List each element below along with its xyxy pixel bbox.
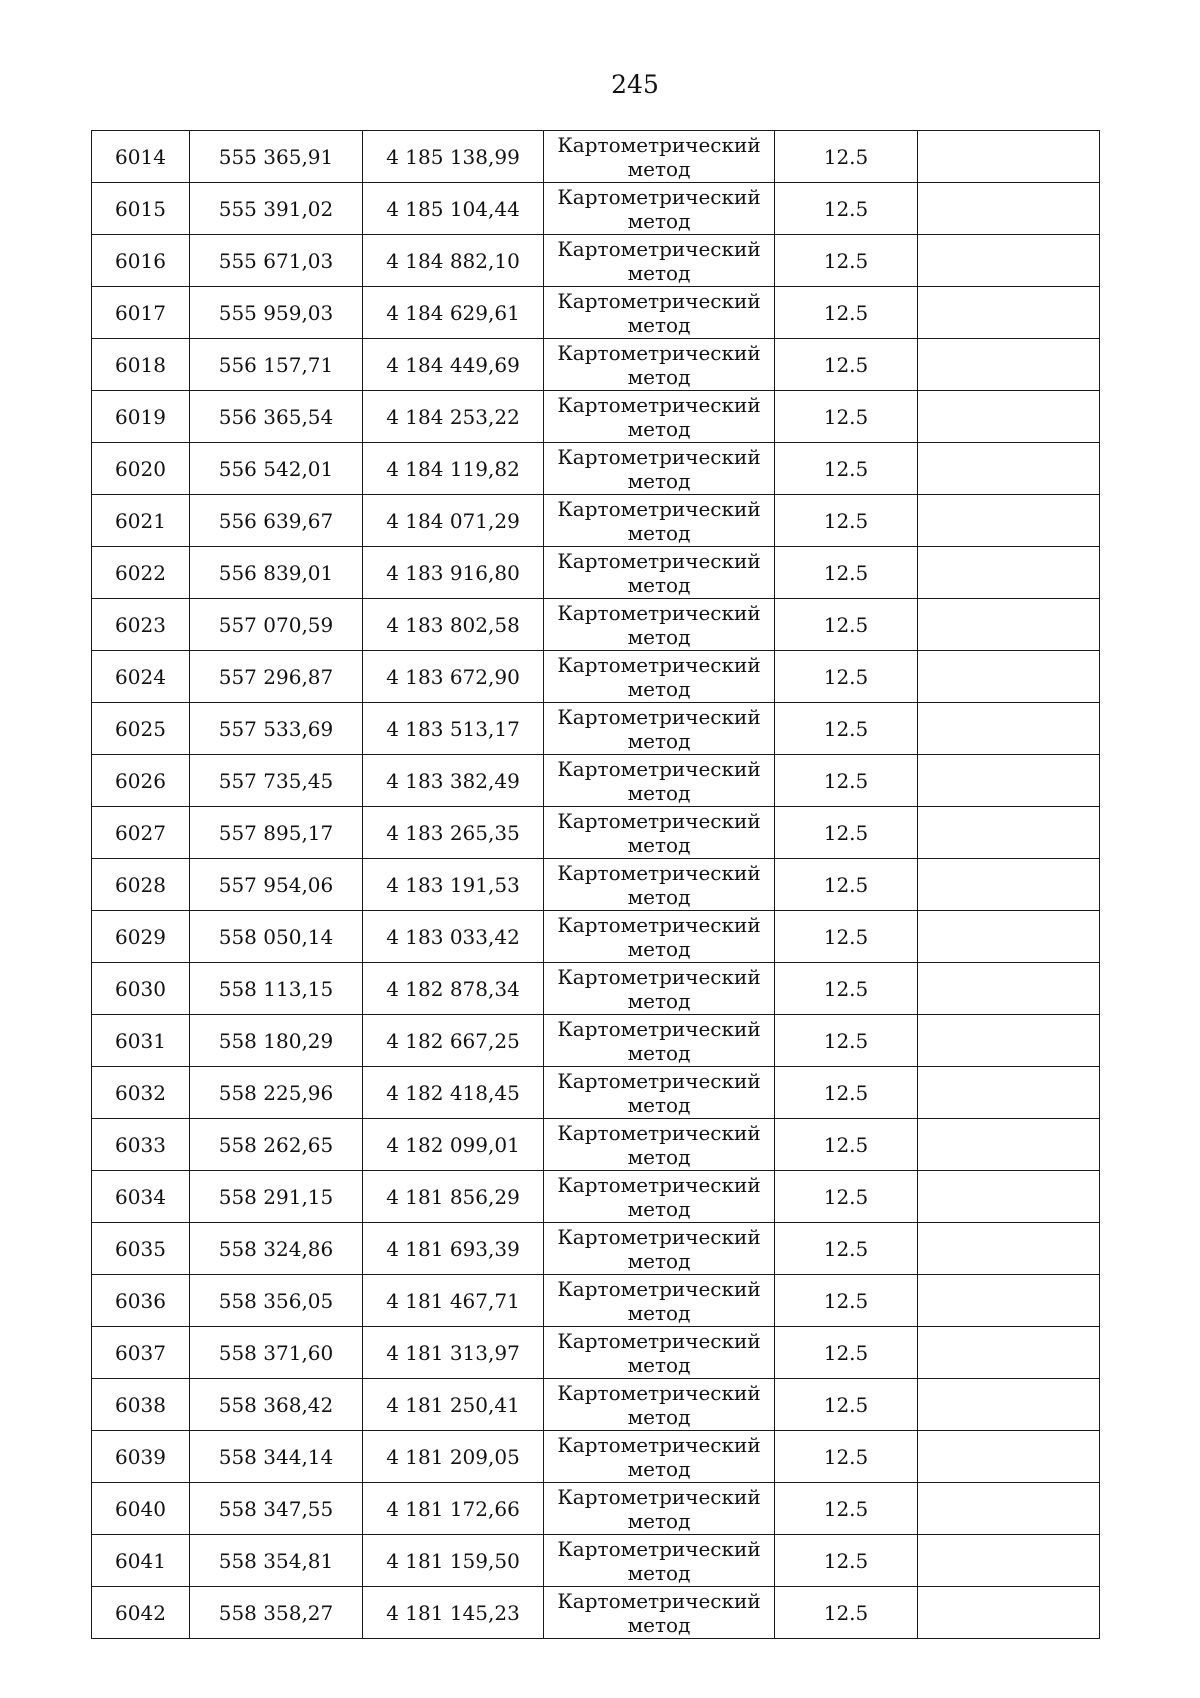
note-cell [918,1119,1100,1171]
method-text-line1: Картометрический [557,1172,761,1197]
method-cell [544,339,775,391]
note-cell [918,443,1100,495]
method-text-line1: Картометрический [557,1484,761,1509]
method-cell [544,1587,775,1639]
method-cell [544,547,775,599]
accuracy-cell: 12.5 [775,1483,918,1535]
accuracy-cell: 12.5 [775,287,918,339]
method-text-line1: Картометрический [557,808,761,833]
method-text-line2: метод [627,208,691,233]
note-cell [918,703,1100,755]
note-cell [918,859,1100,911]
x-coordinate-cell: 557 954,06 [190,859,363,911]
method-cell [544,1327,775,1379]
note-cell [918,1223,1100,1275]
table-row [92,391,1100,443]
note-cell [918,391,1100,443]
y-coordinate-cell: 4 184 253,22 [363,391,544,443]
table-row [92,131,1100,183]
method-text-line2: метод [627,416,691,441]
method-text-line2: метод [627,1196,691,1221]
method-text-line2: метод [627,988,691,1013]
note-cell [918,1327,1100,1379]
note-cell [918,1275,1100,1327]
point-number-cell: 6014 [92,131,190,183]
method-text-line2: метод [627,260,691,285]
note-cell [918,495,1100,547]
accuracy-cell: 12.5 [775,443,918,495]
point-number-cell: 6028 [92,859,190,911]
method-text-line2: метод [627,936,691,961]
method-text-line1: Картометрический [557,444,761,469]
method-cell [544,1015,775,1067]
note-cell [918,599,1100,651]
point-number-cell: 6031 [92,1015,190,1067]
accuracy-cell: 12.5 [775,599,918,651]
method-text-line2: метод [627,780,691,805]
x-coordinate-cell: 555 959,03 [190,287,363,339]
y-coordinate-cell: 4 181 467,71 [363,1275,544,1327]
method-text-line1: Картометрический [557,1016,761,1041]
table-row [92,1223,1100,1275]
y-coordinate-cell: 4 183 382,49 [363,755,544,807]
method-text-line2: метод [627,312,691,337]
method-text-line1: Картометрический [557,1328,761,1353]
method-cell [544,651,775,703]
accuracy-cell: 12.5 [775,1067,918,1119]
method-text-line1: Картометрический [557,1120,761,1145]
method-cell [544,963,775,1015]
y-coordinate-cell: 4 183 802,58 [363,599,544,651]
y-coordinate-cell: 4 184 882,10 [363,235,544,287]
y-coordinate-cell: 4 185 104,44 [363,183,544,235]
method-text-line2: метод [627,468,691,493]
x-coordinate-cell: 558 291,15 [190,1171,363,1223]
table-row [92,443,1100,495]
method-text-line1: Картометрический [557,184,761,209]
note-cell [918,235,1100,287]
table-row [92,1327,1100,1379]
table-row [92,1483,1100,1535]
x-coordinate-cell: 557 070,59 [190,599,363,651]
x-coordinate-cell: 557 296,87 [190,651,363,703]
coordinates-table-body [92,131,1100,1639]
x-coordinate-cell: 555 671,03 [190,235,363,287]
method-text-line1: Картометрический [557,1068,761,1093]
method-text-line1: Картометрический [557,600,761,625]
table-row [92,1379,1100,1431]
note-cell [918,1015,1100,1067]
method-text-line2: метод [627,1144,691,1169]
x-coordinate-cell: 558 113,15 [190,963,363,1015]
method-text-line2: метод [627,1404,691,1429]
note-cell [918,963,1100,1015]
point-number-cell: 6032 [92,1067,190,1119]
y-coordinate-cell: 4 181 693,39 [363,1223,544,1275]
accuracy-cell: 12.5 [775,547,918,599]
point-number-cell: 6039 [92,1431,190,1483]
point-number-cell: 6041 [92,1535,190,1587]
method-text-line2: метод [627,364,691,389]
method-text-line1: Картометрический [557,756,761,781]
x-coordinate-cell: 558 344,14 [190,1431,363,1483]
y-coordinate-cell: 4 184 629,61 [363,287,544,339]
table-row [92,911,1100,963]
table-row [92,599,1100,651]
method-text-line1: Картометрический [557,1224,761,1249]
accuracy-cell: 12.5 [775,1379,918,1431]
method-text-line1: Картометрический [557,964,761,989]
method-cell [544,1275,775,1327]
note-cell [918,1535,1100,1587]
accuracy-cell: 12.5 [775,911,918,963]
note-cell [918,651,1100,703]
point-number-cell: 6015 [92,183,190,235]
method-text-line1: Картометрический [557,704,761,729]
y-coordinate-cell: 4 181 159,50 [363,1535,544,1587]
note-cell [918,755,1100,807]
method-cell [544,183,775,235]
point-number-cell: 6018 [92,339,190,391]
table-row [92,1431,1100,1483]
table-row [92,755,1100,807]
accuracy-cell: 12.5 [775,1275,918,1327]
point-number-cell: 6035 [92,1223,190,1275]
note-cell [918,911,1100,963]
table-row [92,547,1100,599]
method-text-line2: метод [627,1352,691,1377]
x-coordinate-cell: 555 391,02 [190,183,363,235]
y-coordinate-cell: 4 181 209,05 [363,1431,544,1483]
accuracy-cell: 12.5 [775,703,918,755]
note-cell [918,131,1100,183]
method-cell [544,911,775,963]
accuracy-cell: 12.5 [775,1223,918,1275]
method-cell [544,755,775,807]
x-coordinate-cell: 557 895,17 [190,807,363,859]
x-coordinate-cell: 558 356,05 [190,1275,363,1327]
x-coordinate-cell: 556 639,67 [190,495,363,547]
y-coordinate-cell: 4 182 667,25 [363,1015,544,1067]
x-coordinate-cell: 558 262,65 [190,1119,363,1171]
note-cell [918,1379,1100,1431]
method-cell [544,1535,775,1587]
point-number-cell: 6023 [92,599,190,651]
point-number-cell: 6025 [92,703,190,755]
accuracy-cell: 12.5 [775,1119,918,1171]
method-text-line2: метод [627,1508,691,1533]
point-number-cell: 6017 [92,287,190,339]
x-coordinate-cell: 556 839,01 [190,547,363,599]
y-coordinate-cell: 4 184 119,82 [363,443,544,495]
method-text-line2: метод [627,1092,691,1117]
table-row [92,807,1100,859]
method-text-line2: метод [627,572,691,597]
accuracy-cell: 12.5 [775,963,918,1015]
point-number-cell: 6020 [92,443,190,495]
y-coordinate-cell: 4 183 265,35 [363,807,544,859]
table-row [92,287,1100,339]
table-row [92,651,1100,703]
method-cell [544,599,775,651]
point-number-cell: 6026 [92,755,190,807]
method-text-line1: Картометрический [557,288,761,313]
point-number-cell: 6042 [92,1587,190,1639]
note-cell [918,807,1100,859]
method-text-line1: Картометрический [557,1380,761,1405]
y-coordinate-cell: 4 181 856,29 [363,1171,544,1223]
table-row [92,963,1100,1015]
table-row [92,703,1100,755]
point-number-cell: 6016 [92,235,190,287]
y-coordinate-cell: 4 181 313,97 [363,1327,544,1379]
method-cell [544,391,775,443]
x-coordinate-cell: 558 180,29 [190,1015,363,1067]
y-coordinate-cell: 4 183 916,80 [363,547,544,599]
method-cell [544,1431,775,1483]
coordinates-table [91,130,1100,1639]
x-coordinate-cell: 558 354,81 [190,1535,363,1587]
method-text-line1: Картометрический [557,1536,761,1561]
accuracy-cell: 12.5 [775,1327,918,1379]
method-text-line1: Картометрический [557,1432,761,1457]
method-cell [544,1223,775,1275]
y-coordinate-cell: 4 181 250,41 [363,1379,544,1431]
y-coordinate-cell: 4 183 513,17 [363,703,544,755]
method-text-line2: метод [627,1300,691,1325]
y-coordinate-cell: 4 183 672,90 [363,651,544,703]
note-cell [918,1067,1100,1119]
method-cell [544,807,775,859]
method-cell [544,703,775,755]
method-cell [544,1067,775,1119]
table-row [92,1587,1100,1639]
method-text-line1: Картометрический [557,860,761,885]
method-text-line1: Картометрический [557,496,761,521]
y-coordinate-cell: 4 182 878,34 [363,963,544,1015]
x-coordinate-cell: 556 542,01 [190,443,363,495]
x-coordinate-cell: 558 358,27 [190,1587,363,1639]
method-cell [544,1171,775,1223]
table-row [92,1535,1100,1587]
point-number-cell: 6030 [92,963,190,1015]
method-text-line2: метод [627,520,691,545]
method-text-line2: метод [627,1248,691,1273]
note-cell [918,1431,1100,1483]
method-text-line1: Картометрический [557,132,761,157]
table-row [92,859,1100,911]
accuracy-cell: 12.5 [775,183,918,235]
y-coordinate-cell: 4 183 191,53 [363,859,544,911]
accuracy-cell: 12.5 [775,1535,918,1587]
method-text-line1: Картометрический [557,340,761,365]
method-text-line1: Картометрический [557,1588,761,1613]
accuracy-cell: 12.5 [775,131,918,183]
page-number: 245 [611,70,659,99]
accuracy-cell: 12.5 [775,1015,918,1067]
method-text-line1: Картометрический [557,236,761,261]
method-text-line1: Картометрический [557,912,761,937]
accuracy-cell: 12.5 [775,339,918,391]
method-text-line2: метод [627,1560,691,1585]
point-number-cell: 6040 [92,1483,190,1535]
method-text-line2: метод [627,728,691,753]
x-coordinate-cell: 557 533,69 [190,703,363,755]
accuracy-cell: 12.5 [775,651,918,703]
y-coordinate-cell: 4 184 071,29 [363,495,544,547]
method-text-line1: Картометрический [557,652,761,677]
point-number-cell: 6034 [92,1171,190,1223]
method-cell [544,1119,775,1171]
y-coordinate-cell: 4 181 145,23 [363,1587,544,1639]
table-row [92,1171,1100,1223]
method-text-line2: метод [627,624,691,649]
x-coordinate-cell: 558 371,60 [190,1327,363,1379]
accuracy-cell: 12.5 [775,1431,918,1483]
table-row [92,339,1100,391]
note-cell [918,1587,1100,1639]
accuracy-cell: 12.5 [775,807,918,859]
accuracy-cell: 12.5 [775,1171,918,1223]
method-cell [544,235,775,287]
point-number-cell: 6036 [92,1275,190,1327]
note-cell [918,547,1100,599]
method-cell [544,443,775,495]
x-coordinate-cell: 558 225,96 [190,1067,363,1119]
x-coordinate-cell: 557 735,45 [190,755,363,807]
method-cell [544,287,775,339]
point-number-cell: 6021 [92,495,190,547]
note-cell [918,183,1100,235]
method-cell [544,859,775,911]
x-coordinate-cell: 558 347,55 [190,1483,363,1535]
point-number-cell: 6027 [92,807,190,859]
table-row [92,1067,1100,1119]
method-text-line2: метод [627,1456,691,1481]
point-number-cell: 6029 [92,911,190,963]
x-coordinate-cell: 556 157,71 [190,339,363,391]
accuracy-cell: 12.5 [775,859,918,911]
point-number-cell: 6024 [92,651,190,703]
x-coordinate-cell: 558 368,42 [190,1379,363,1431]
method-cell [544,1379,775,1431]
note-cell [918,1483,1100,1535]
table-row [92,1119,1100,1171]
method-cell [544,1483,775,1535]
method-text-line2: метод [627,1612,691,1637]
table-row [92,235,1100,287]
point-number-cell: 6037 [92,1327,190,1379]
x-coordinate-cell: 556 365,54 [190,391,363,443]
x-coordinate-cell: 558 050,14 [190,911,363,963]
table-row [92,1275,1100,1327]
method-cell [544,495,775,547]
y-coordinate-cell: 4 183 033,42 [363,911,544,963]
x-coordinate-cell: 558 324,86 [190,1223,363,1275]
table-row [92,183,1100,235]
accuracy-cell: 12.5 [775,391,918,443]
y-coordinate-cell: 4 184 449,69 [363,339,544,391]
y-coordinate-cell: 4 181 172,66 [363,1483,544,1535]
method-text-line1: Картометрический [557,548,761,573]
accuracy-cell: 12.5 [775,1587,918,1639]
note-cell [918,339,1100,391]
note-cell [918,1171,1100,1223]
method-text-line2: метод [627,1040,691,1065]
method-text-line2: метод [627,884,691,909]
method-cell [544,131,775,183]
point-number-cell: 6022 [92,547,190,599]
method-text-line2: метод [627,832,691,857]
y-coordinate-cell: 4 182 099,01 [363,1119,544,1171]
method-text-line2: метод [627,156,691,181]
method-text-line1: Картометрический [557,1276,761,1301]
table-row [92,1015,1100,1067]
point-number-cell: 6019 [92,391,190,443]
point-number-cell: 6038 [92,1379,190,1431]
accuracy-cell: 12.5 [775,235,918,287]
x-coordinate-cell: 555 365,91 [190,131,363,183]
method-text-line1: Картометрический [557,392,761,417]
note-cell [918,287,1100,339]
table-row [92,495,1100,547]
point-number-cell: 6033 [92,1119,190,1171]
y-coordinate-cell: 4 185 138,99 [363,131,544,183]
accuracy-cell: 12.5 [775,755,918,807]
method-text-line2: метод [627,676,691,701]
y-coordinate-cell: 4 182 418,45 [363,1067,544,1119]
accuracy-cell: 12.5 [775,495,918,547]
